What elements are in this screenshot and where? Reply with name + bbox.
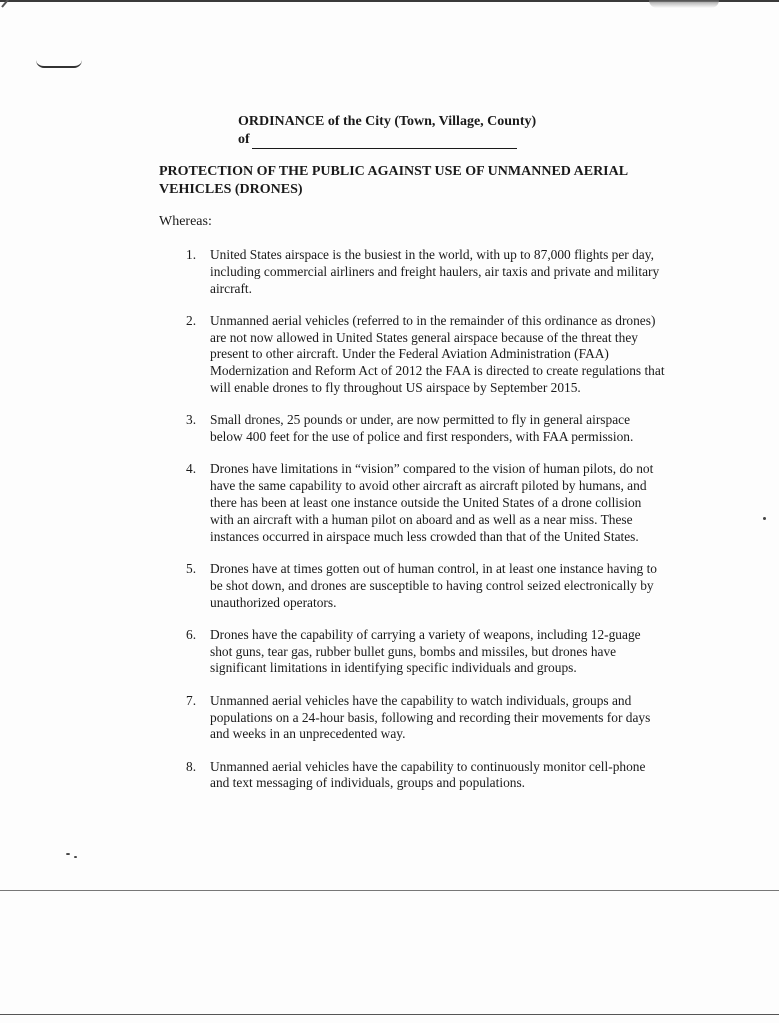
clause-text: Small drones, 25 pounds or under, are now permitted to fly in general airspace below 400 feet for the use of police and first responders, with FAA permission.	[210, 412, 634, 445]
clause-number: 4.	[186, 461, 197, 477]
jurisdiction-blank-line	[252, 134, 517, 149]
scan-fold-line	[0, 890, 779, 891]
whereas-label: Whereas:	[159, 214, 212, 229]
scan-speck	[763, 517, 766, 520]
clause-number: 6.	[186, 626, 197, 642]
clause-text: Drones have limitations in “vision” compared to the vision of human pilots, do not have the same capability to avoid other aircraft as aircraft piloted by humans, and there has been at least one instance outside the United States of a drone collision with an aircraft with a human pilot on aboard and as well as a near miss. These instances occurred in airspace much less crowded than that of the United States.	[210, 461, 654, 544]
clause-text: Unmanned aerial vehicles (referred to in the remainder of this ordinance as drones) are not now allowed in United States general airspace because of the threat they present to other aircraft. Under the Federal Aviation Administration (FAA) Modernization and Reform Act of 2012 the FAA is directed to create regulations that will enable drones to fly throughout US airspace by September 2015.	[210, 312, 665, 396]
ordinance-of-line	[238, 131, 536, 149]
clause-item	[186, 561, 666, 611]
handwritten-pen-mark	[36, 60, 82, 68]
scan-speck	[74, 856, 77, 858]
scan-smudge	[649, 0, 719, 8]
clause-text: Unmanned aerial vehicles have the capability to continuously monitor cell-phone and text messaging of individuals, groups and populations.	[210, 758, 646, 791]
clause-number: 1.	[186, 247, 197, 262]
clause-number: 3.	[186, 412, 197, 428]
ordinance-title: ORDINANCE of the City (Town, Village, County)	[238, 114, 537, 129]
scan-speck	[66, 853, 70, 855]
clause-item	[186, 412, 666, 446]
scan-edge-bottom	[0, 1014, 779, 1015]
clause-number: 2.	[186, 312, 197, 328]
clause-number: 8.	[186, 758, 197, 774]
clause-item	[186, 247, 666, 297]
clause-text: Drones have the capability of carrying a variety of weapons, including 12-guage shot guns, tear gas, rubber bullet guns, bombs and missiles, but drones have significant limitations in identifying specific individuals and groups.	[210, 626, 641, 676]
section-heading: PROTECTION OF THE PUBLIC AGAINST USE OF UNMANNED AERIAL VEHICLES (DRONES)	[159, 164, 628, 197]
clause-number: 7.	[186, 692, 197, 708]
clause-number: 5.	[186, 560, 197, 576]
clause-item	[186, 627, 666, 677]
clause-text: United States airspace is the busiest in the world, with up to 87,000 flights per day, including commercial airliners and freight haulers, air taxis and private and military aircraft.	[210, 247, 660, 296]
whereas-clauses-list	[186, 247, 666, 808]
clause-item	[186, 693, 666, 743]
clause-text: Unmanned aerial vehicles have the capability to watch individuals, groups and populations on a 24-hour basis, following and recording their movements for days and weeks in an unprecedented way.	[210, 692, 651, 742]
of-label: of	[238, 132, 250, 147]
clause-item	[186, 759, 666, 793]
ordinance-header	[238, 113, 536, 149]
clause-item	[186, 313, 666, 397]
clause-item	[186, 461, 666, 545]
clause-text: Drones have at times gotten out of human control, in at least one instance having to be shot down, and drones are susceptible to having control seized electronically by unauthorized operators.	[210, 560, 657, 610]
